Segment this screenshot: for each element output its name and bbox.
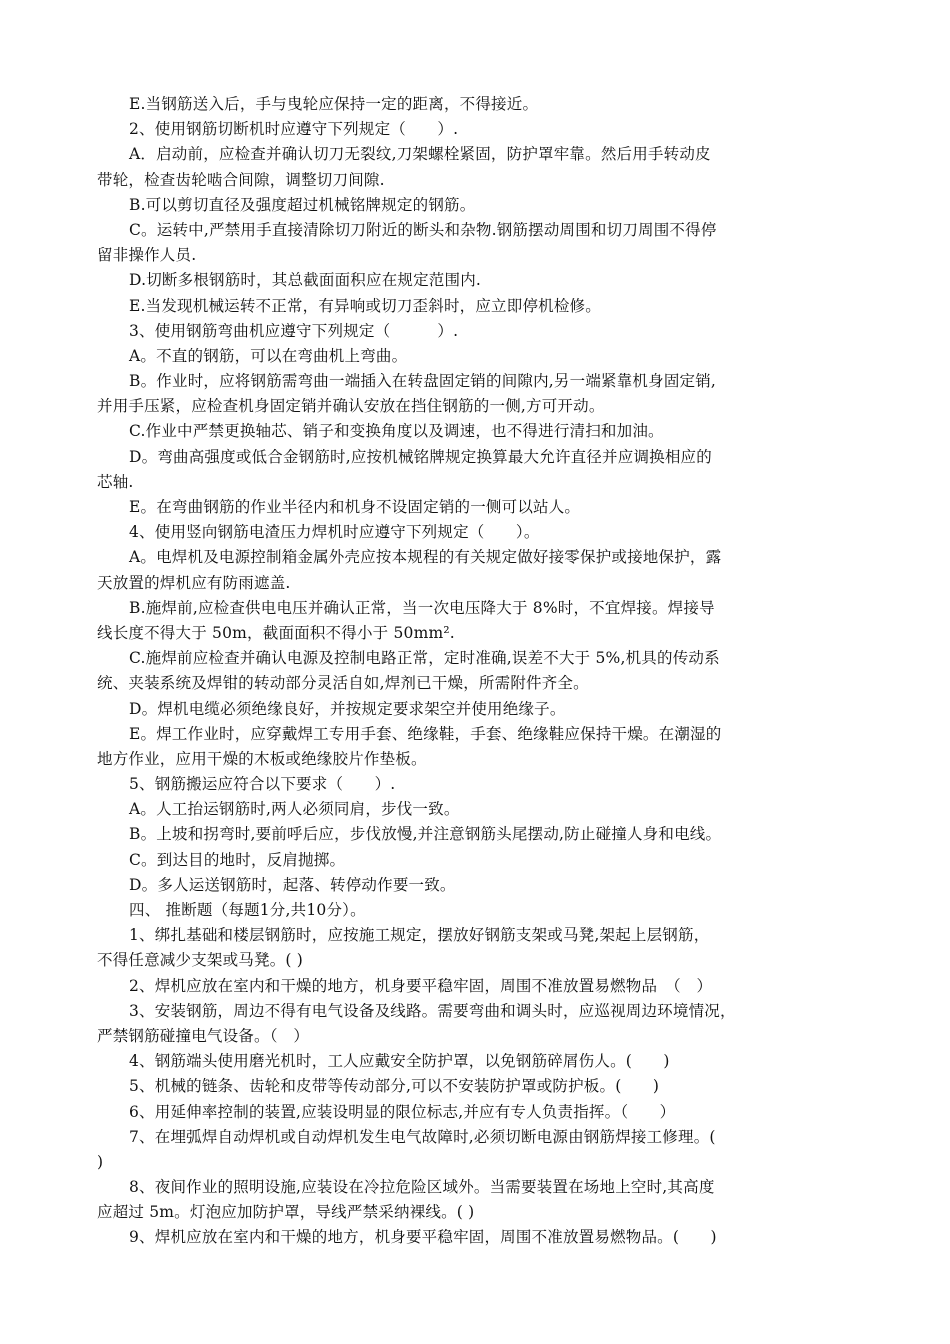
- text-line: B。作业时，应将钢筋需弯曲一端插入在转盘固定销的间隙内,另一端紧靠机身固定销,: [129, 372, 717, 391]
- text-line: B.施焊前,应检查供电电压并确认正常，当一次电压降大于 8%时，不宜焊接。焊接导: [129, 598, 715, 617]
- text-line: 不得任意减少支架或马凳。( ): [97, 951, 304, 970]
- text-line: C.作业中严禁更换轴芯、销子和变换角度以及调速，也不得进行清扫和加油。: [129, 422, 664, 441]
- text-line: A。人工抬运钢筋时,两人必须同肩，步伐一致。: [129, 800, 460, 819]
- text-line: 5、机械的链条、齿轮和皮带等传动部分,可以不安装防护罩或防护板。( ): [129, 1077, 660, 1096]
- text-line: 带轮，检查齿轮啮合间隙，调整切刀间隙.: [97, 170, 385, 189]
- document-page: [97, 92, 867, 1251]
- text-line: 四、 推断题（每题1分,共10分）。: [129, 901, 366, 919]
- text-line: 应超过 5m。灯泡应加防护罩，导线严禁采纳裸线。( ): [97, 1203, 475, 1222]
- text-line: 3、安装钢筋，周边不得有电气设备及线路。需要弯曲和调头时，应巡视周边环境情况，: [129, 1001, 736, 1020]
- text-line: 芯轴.: [97, 472, 134, 491]
- text-line: 8、夜间作业的照明设施,应装设在冷拉危险区域外。当需要装置在场地上空时,其高度: [129, 1178, 715, 1197]
- text-line: C。到达目的地时，反肩抛掷。: [129, 850, 346, 869]
- text-line: E。在弯曲钢筋的作业半径内和机身不设固定销的一侧可以站人。: [129, 498, 581, 516]
- text-line: A。不直的钢筋，可以在弯曲机上弯曲。: [129, 346, 408, 365]
- text-line: 4、使用竖向钢筋电渣压力焊机时应遵守下列规定（ ）。: [129, 523, 540, 542]
- text-line: 地方作业，应用干燥的木板或绝缘胶片作垫板。: [97, 749, 427, 768]
- text-line: 4、钢筋端头使用磨光机时，工人应戴安全防护罩，以免钢筋碎屑伤人。( ): [129, 1052, 670, 1071]
- text-line: A。电焊机及电源控制箱金属外壳应按本规程的有关规定做好接零保护或接地保护，露: [129, 548, 722, 567]
- text-line: C。运转中,严禁用手直接清除切刀附近的断头和杂物.钢筋摆动周围和切刀周围不得停: [129, 220, 717, 239]
- text-line: B.可以剪切直径及强度超过机械铭牌规定的钢筋。: [129, 195, 476, 214]
- text-line: B。上坡和拐弯时,要前呼后应，步伐放慢,并注意钢筋头尾摆动,防止碰撞人身和电线。: [129, 825, 722, 844]
- text-line: 线长度不得大于 50m，截面面积不得小于 50mm².: [97, 623, 455, 642]
- text-line: D.切断多根钢筋时，其总截面面积应在规定范围内.: [129, 271, 482, 290]
- text-line: A．启动前，应检查并确认切刀无裂纹,刀架螺栓紧固，防护罩牢靠。然后用手转动皮: [129, 145, 711, 164]
- text-line: 5、钢筋搬运应符合以下要求（ ）.: [129, 775, 396, 794]
- text-line: 统、夹装系统及焊钳的转动部分灵活自如,焊剂已干燥，所需附件齐全。: [97, 674, 589, 693]
- text-line: E。焊工作业时，应穿戴焊工专用手套、绝缘鞋，手套、绝缘鞋应保持干燥。在潮湿的: [129, 724, 722, 743]
- text-line: D。多人运送钢筋时，起落、转停动作要一致。: [129, 875, 456, 894]
- text-line: 6、用延伸率控制的装置,应装设明显的限位标志,并应有专人负责指挥。（ ）: [129, 1102, 676, 1121]
- text-line: 并用手压紧，应检查机身固定销并确认安放在挡住钢筋的一侧,方可开动。: [97, 397, 605, 416]
- text-line: E.当发现机械运转不正常，有异响或切刀歪斜时，应立即停机检修。: [129, 296, 601, 315]
- text-line: E.当钢筋送入后，手与曳轮应保持一定的距离，不得接近。: [129, 95, 539, 113]
- text-line: D。弯曲高强度或低合金钢筋时,应按机械铭牌规定换算最大允许直径并应调换相应的: [129, 447, 712, 466]
- text-line: 2、使用钢筋切断机时应遵守下列规定（ ）.: [129, 120, 459, 139]
- text-line: 3、使用钢筋弯曲机应遵守下列规定（ ）.: [129, 321, 459, 340]
- text-line: ): [97, 1152, 104, 1171]
- text-line: D。焊机电缆必须绝缘良好，并按规定要求架空并使用绝缘子。: [129, 699, 566, 718]
- text-line: 天放置的焊机应有防雨遮盖.: [97, 573, 291, 592]
- text-line: 9、焊机应放在室内和干燥的地方，机身要平稳牢固，周围不准放置易燃物品。( ): [129, 1228, 717, 1247]
- text-line: 严禁钢筋碰撞电气设备。（ ）: [97, 1026, 310, 1045]
- text-line: 留非操作人员.: [97, 246, 197, 265]
- text-line: C.施焊前应检查并确认电源及控制电路正常，定时准确,误差不大于 5%,机具的传动系: [129, 649, 720, 668]
- text-line: 2、焊机应放在室内和干燥的地方，机身要平稳牢固，周围不准放置易燃物品 （ ）: [129, 976, 713, 995]
- text-line: 1、绑扎基础和楼层钢筋时，应按施工规定，摆放好钢筋支架或马凳,架起上层钢筋，: [129, 926, 710, 945]
- text-line: 7、在埋弧焊自动焊机或自动焊机发生电气故障时,必须切断电源由钢筋焊接工修理。(: [129, 1127, 716, 1146]
